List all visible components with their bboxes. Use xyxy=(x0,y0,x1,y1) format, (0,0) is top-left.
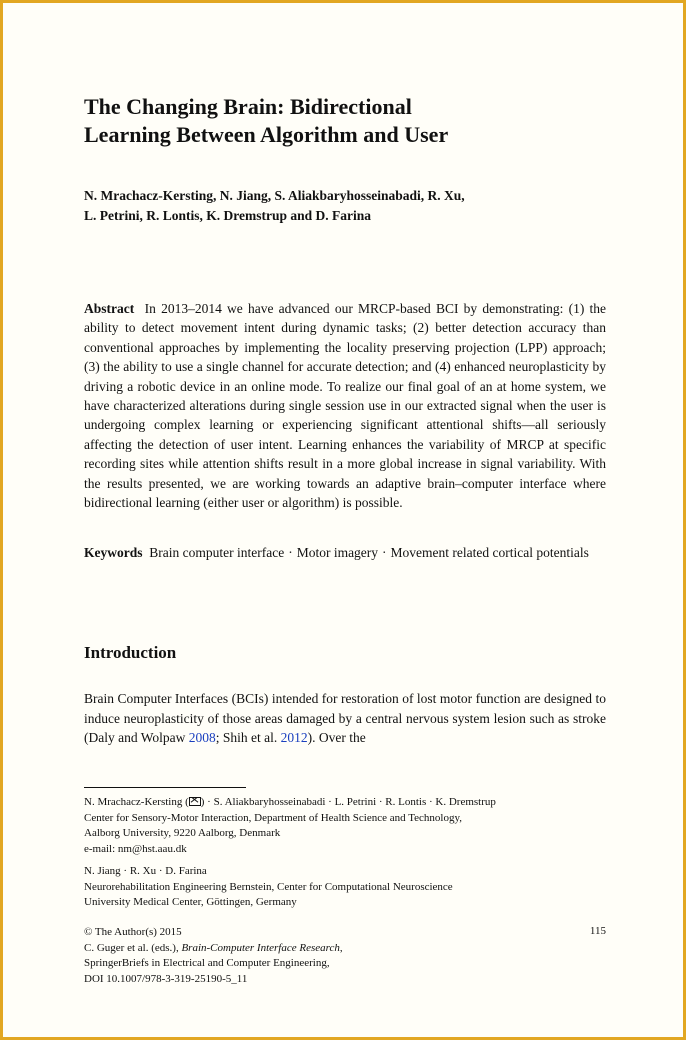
authors-line-2: L. Petrini, R. Lontis, K. Dremstrup and D. Farina xyxy=(84,208,372,223)
author-list xyxy=(84,186,606,226)
fn1-affiliation: Center for Sensory-Motor Interaction, Department of Health Science and Technology, xyxy=(84,811,462,824)
keyword-2: Motor imagery xyxy=(296,545,379,560)
keywords-label: Keywords xyxy=(84,545,143,560)
fn2-address: University Medical Center, Göttingen, Germany xyxy=(84,896,297,908)
fn2-affiliation: Neurorehabilitation Engineering Bernstein, Center for Computational Neuroscience xyxy=(84,880,453,893)
fn1-email: e-mail: nm@hst.aau.dk xyxy=(84,842,187,855)
title-line-2: Learning Between Algorithm and User xyxy=(84,122,449,147)
keyword-1: Brain computer interface xyxy=(149,545,285,560)
series: SpringerBriefs in Electrical and Computer Engineering, xyxy=(84,957,330,969)
title-line-1: The Changing Brain: Bidirectional xyxy=(84,94,412,119)
fn1-authors-after: ) · S. Aliakbaryhosseinabadi · L. Petrini · R. Lontis · K. Dremstrup xyxy=(200,796,496,808)
introduction-text xyxy=(84,689,606,748)
fn1-authors xyxy=(84,795,606,811)
publication-meta xyxy=(84,925,606,987)
keyword-3: Movement related cortical potentials xyxy=(390,545,589,560)
footnote-affiliation-2 xyxy=(84,864,606,911)
editors-line xyxy=(84,941,606,957)
footnote-divider xyxy=(84,787,246,788)
keyword-separator: · xyxy=(288,545,293,560)
section-heading-introduction: Introduction xyxy=(84,643,177,662)
fn2-authors: N. Jiang · R. Xu · D. Farina xyxy=(84,865,207,877)
citation-link-2012[interactable]: 2012 xyxy=(280,730,308,746)
fn1-authors-before: N. Mrachacz-Kersting ( xyxy=(84,796,189,808)
copyright: © The Author(s) 2015 xyxy=(84,926,182,938)
book-title: Brain-Computer Interface Research xyxy=(181,941,340,954)
page-number: 115 xyxy=(589,925,606,937)
authors-line-1: N. Mrachacz-Kersting, N. Jiang, S. Aliakbaryhosseinabadi, R. Xu, xyxy=(84,188,465,203)
editors-after: , xyxy=(339,941,343,954)
citation-link-2008[interactable]: 2008 xyxy=(188,730,216,746)
footnote-affiliation-1 xyxy=(84,795,606,857)
paper-title xyxy=(84,93,606,149)
intro-text-part-2: ; Shih et al. xyxy=(215,730,281,746)
intro-text-part-1: Brain Computer Interfaces (BCIs) intended for restoration of lost motor function are designed to induce neuroplasticity of those areas damaged by a central nervous system lesion such as stroke (Daly and Wolpaw xyxy=(84,691,606,746)
envelope-icon xyxy=(189,797,201,806)
keywords xyxy=(84,543,606,562)
abstract-label: Abstract xyxy=(84,301,135,316)
editors-before: C. Guger et al. (eds.), xyxy=(84,941,182,954)
keyword-separator: · xyxy=(382,545,387,560)
abstract xyxy=(84,299,606,512)
abstract-text: In 2013–2014 we have advanced our MRCP-based BCI by demonstrating: (1) the ability to detect movement intent during dynamic tasks; (2) better detection accuracy than conventional approaches by implementing the locality preserving projection (LPP) approach; (3) the ability to use a single channel for accurate detection; and (4) enhanced neuroplasticity by driving a robotic device in an online mode. To realize our final goal of an at home system, we have characterized alterations during single session use in our extracted signal when the user is undergoing complex learning or experiencing significant attentional shifts—all seriously affecting the detection of user intent. Learning enhances the variability of MRCP at specific recording sites while attention shifts result in a more global increase in signal variability. With the results presented, we are working towards an adaptive brain–computer interface where bidirectional learning (either user or algorithm) is possible. xyxy=(84,301,607,511)
doi: DOI 10.1007/978-3-319-25190-5_11 xyxy=(84,972,248,985)
fn1-address: Aalborg University, 9220 Aalborg, Denmark xyxy=(84,827,281,839)
intro-text-part-3: ). Over the xyxy=(307,730,366,746)
